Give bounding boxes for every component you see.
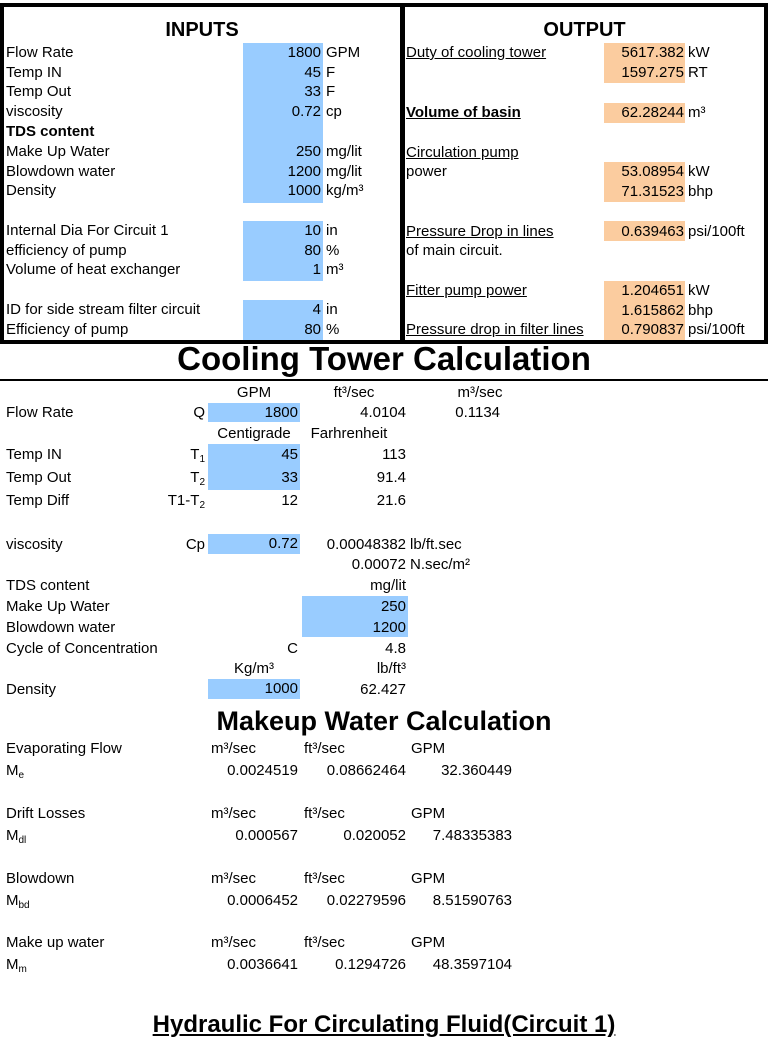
cooling-title: Cooling Tower Calculation xyxy=(177,340,591,377)
input-unit: % xyxy=(326,242,340,259)
input-unit: F xyxy=(326,83,336,100)
input-unit: mg/lit xyxy=(326,143,362,160)
input-unit: mg/lit xyxy=(326,163,362,180)
makeup-symbol-sub: dl xyxy=(18,835,27,846)
tdiff-symbol xyxy=(140,491,205,510)
circ-kw-unit: kW xyxy=(688,163,710,180)
tin-symbol xyxy=(150,445,205,464)
makeup-block-m3: 0.0006452 xyxy=(227,892,298,909)
tdiff-symbol-sub: 2 xyxy=(199,500,205,511)
duty-kw-unit: kW xyxy=(688,44,710,61)
makeup-block-m3: 0.000567 xyxy=(235,827,298,844)
tdiff-f: 21.6 xyxy=(376,492,406,509)
tout-f: 91.4 xyxy=(376,469,406,486)
filter-lines-label: Pressure drop in filter lines xyxy=(406,321,584,338)
cooling-h-ft3: ft³/sec xyxy=(333,384,375,401)
visc-n: 0.00072 xyxy=(351,556,406,573)
makeup-block-symbol xyxy=(6,761,24,780)
flow-m3: 0.1134 xyxy=(455,404,500,421)
input-label: ID for side stream filter circuit xyxy=(6,301,201,318)
cooling-h-centigrade: Centigrade xyxy=(217,425,291,442)
tin-f: 113 xyxy=(382,446,406,463)
visc-label: viscosity xyxy=(6,536,63,553)
makeup-h-ft3: ft³/sec xyxy=(304,870,345,887)
flow-ft3: 4.0104 xyxy=(360,404,406,421)
cooling-h-gpm: GPM xyxy=(236,384,272,401)
visc-lb: 0.00048382 xyxy=(326,536,406,553)
filter-lines-value: 0.790837 xyxy=(621,321,684,338)
input-value[interactable]: 4 xyxy=(312,301,321,318)
input-unit: m³ xyxy=(326,261,344,278)
makeup-h-ft3: ft³/sec xyxy=(304,740,345,757)
makeup-block-label: Evaporating Flow xyxy=(6,740,122,757)
duty-label: Duty of cooling tower xyxy=(406,44,547,61)
tout-symbol xyxy=(150,468,205,487)
coc-label: Cycle of Concentration xyxy=(6,640,158,657)
circ-label-1: Circulation pump xyxy=(406,144,519,161)
input-unit: % xyxy=(326,321,340,338)
blowdown-input[interactable]: 1200 xyxy=(372,619,406,636)
visc-symbol: Cp xyxy=(185,536,205,553)
makeup-symbol-sub: e xyxy=(18,770,25,781)
makeup-h-ft3: ft³/sec xyxy=(304,934,345,951)
circ-kw-value: 53.08954 xyxy=(621,163,684,180)
hydraulic-title: Hydraulic For Circulating Fluid(Circuit 1) xyxy=(152,1011,616,1038)
filter-pump-label: Fitter pump power xyxy=(406,282,527,299)
pd-unit: psi/100ft xyxy=(688,223,745,240)
makeup-block-symbol xyxy=(6,955,27,974)
filter-pump-kw-unit: kW xyxy=(688,282,710,299)
makeup-block-label: Blowdown xyxy=(6,870,75,887)
pd-label-1: Pressure Drop in lines xyxy=(406,223,554,240)
makeup-h-m3: m³/sec xyxy=(211,740,256,757)
makeup-h-gpm: GPM xyxy=(411,934,446,951)
flow-symbol: Q xyxy=(193,404,205,421)
cooling-h-fahrenheit: Farhrenheit xyxy=(310,425,388,442)
input-label: Internal Dia For Circuit 1 xyxy=(6,222,169,239)
makeup-title: Makeup Water Calculation xyxy=(216,706,552,736)
makeup-block-gpm: 32.360449 xyxy=(441,762,512,779)
input-label: Temp IN xyxy=(6,64,62,81)
density-input[interactable]: 1000 xyxy=(208,679,300,699)
makeup-symbol-text: M xyxy=(6,762,19,779)
tout-symbol-text: T xyxy=(190,469,200,486)
filter-pump-kw: 1.204651 xyxy=(621,282,684,299)
input-label: Make Up Water xyxy=(6,143,110,160)
makeup-block-ft3: 0.1294726 xyxy=(335,956,406,973)
flow-gpm-input[interactable]: 1800 xyxy=(208,403,300,422)
input-label: Temp Out xyxy=(6,83,72,100)
makeup-block-m3: 0.0036641 xyxy=(227,956,298,973)
makeup-symbol-text: M xyxy=(6,956,19,973)
makeup-h-ft3: ft³/sec xyxy=(304,805,345,822)
makeup-h-gpm: GPM xyxy=(411,870,446,887)
input-label: Efficiency of pump xyxy=(6,321,129,338)
makeup-h-m3: m³/sec xyxy=(211,805,256,822)
output-heading: OUTPUT xyxy=(543,19,626,41)
makeup-block-gpm: 7.48335383 xyxy=(432,827,512,844)
input-unit: cp xyxy=(326,103,342,120)
input-label: viscosity xyxy=(6,103,63,120)
duty-rt-unit: RT xyxy=(688,64,708,81)
input-value[interactable]: 250 xyxy=(295,143,321,160)
visc-lb-unit: lb/ft.sec xyxy=(410,536,462,553)
tdiff-label: Temp Diff xyxy=(6,492,70,509)
makeup-block-symbol xyxy=(6,826,26,845)
makeup-symbol-sub: bd xyxy=(18,900,30,911)
input-unit: GPM xyxy=(326,44,361,61)
basin-label: Volume of basin xyxy=(406,104,521,121)
dens-h-lb: lb/ft³ xyxy=(376,660,406,677)
input-value[interactable]: 1800 xyxy=(287,44,321,61)
tout-symbol-sub: 2 xyxy=(199,477,205,488)
input-value[interactable]: 10 xyxy=(304,222,321,239)
makeup-block-ft3: 0.020052 xyxy=(343,827,406,844)
makeup-block-m3: 0.0024519 xyxy=(227,762,298,779)
circ-label-2: power xyxy=(406,163,447,180)
tout-c-input[interactable]: 33 xyxy=(281,469,298,486)
input-label: Flow Rate xyxy=(6,44,74,61)
input-value[interactable]: 80 xyxy=(304,242,321,259)
input-unit: kg/m³ xyxy=(326,182,364,199)
input-value[interactable]: 0.72 xyxy=(291,103,321,120)
tin-label: Temp IN xyxy=(6,446,62,463)
makeup-symbol-text: M xyxy=(6,827,19,844)
input-label: Density xyxy=(6,182,57,199)
filter-pump-bhp-unit: bhp xyxy=(688,302,714,319)
cooling-h-m3: m³/sec xyxy=(457,384,503,401)
visc-input[interactable]: 0.72 xyxy=(208,534,300,554)
input-value[interactable]: 33 xyxy=(304,83,321,100)
filter-pump-bhp: 1.615862 xyxy=(621,302,684,319)
tdiff-symbol-text: T1-T xyxy=(167,492,200,509)
input-value[interactable]: 45 xyxy=(304,64,321,81)
makeup-block-ft3: 0.08662464 xyxy=(326,762,406,779)
tds-unit: mg/lit xyxy=(370,577,406,594)
input-label: Blowdown water xyxy=(6,163,116,180)
makeup-block-label: Make up water xyxy=(6,934,105,951)
cooling-title-rule xyxy=(0,379,768,381)
input-unit: in xyxy=(326,222,338,239)
input-label: Volume of heat exchanger xyxy=(6,261,181,278)
pd-value: 0.639463 xyxy=(621,223,684,240)
flow-label: Flow Rate xyxy=(6,404,74,421)
makeup-h-gpm: GPM xyxy=(411,805,446,822)
duty-rt-value: 1597.275 xyxy=(621,64,684,81)
tdiff-c: 12 xyxy=(281,492,298,509)
input-value[interactable]: 1200 xyxy=(287,163,321,180)
makeup-h-gpm: GPM xyxy=(411,740,446,757)
tin-c-input[interactable]: 45 xyxy=(281,446,298,463)
makeup-symbol-sub: m xyxy=(18,964,27,975)
circ-bhp-value: 71.31523 xyxy=(621,183,684,200)
input-value[interactable]: 80 xyxy=(304,321,321,338)
makeup-h-m3: m³/sec xyxy=(211,870,256,887)
input-label: efficiency of pump xyxy=(6,242,127,259)
basin-unit: m³ xyxy=(688,104,706,121)
tout-label: Temp Out xyxy=(6,469,72,486)
makeup-symbol-text: M xyxy=(6,892,19,909)
dens-h-kg: Kg/m³ xyxy=(233,660,274,677)
coc-value: 4.8 xyxy=(385,640,406,657)
basin-value: 62.28244 xyxy=(621,104,684,121)
visc-n-unit: N.sec/m² xyxy=(410,556,470,573)
input-unit: in xyxy=(326,301,338,318)
makeup-label: Make Up Water xyxy=(6,598,110,615)
tds-label: TDS content xyxy=(6,577,90,594)
makeup-block-symbol xyxy=(6,891,30,910)
makeup-h-m3: m³/sec xyxy=(211,934,256,951)
makeup-block-gpm: 48.3597104 xyxy=(432,956,512,973)
input-value[interactable]: 1000 xyxy=(287,182,321,199)
duty-kw-value: 5617.382 xyxy=(621,44,684,61)
blowdown-label: Blowdown water xyxy=(6,619,116,636)
coc-symbol: C xyxy=(287,640,298,657)
makeup-block-ft3: 0.02279596 xyxy=(326,892,406,909)
makeup-block-gpm: 8.51590763 xyxy=(432,892,512,909)
input-unit: F xyxy=(326,64,336,81)
input-label: TDS content xyxy=(6,123,95,140)
density-lb: 62.427 xyxy=(360,681,406,698)
pd-label-2: of main circuit. xyxy=(406,242,503,259)
density-label: Density xyxy=(6,681,57,698)
makeup-block-label: Drift Losses xyxy=(6,805,86,822)
input-value[interactable]: 1 xyxy=(312,261,321,278)
tin-symbol-sub: 1 xyxy=(199,454,205,465)
makeup-input[interactable]: 250 xyxy=(380,598,406,615)
filter-lines-unit: psi/100ft xyxy=(688,321,745,338)
inputs-heading: INPUTS xyxy=(165,19,239,41)
circ-bhp-unit: bhp xyxy=(688,183,714,200)
tin-symbol-text: T xyxy=(190,446,200,463)
